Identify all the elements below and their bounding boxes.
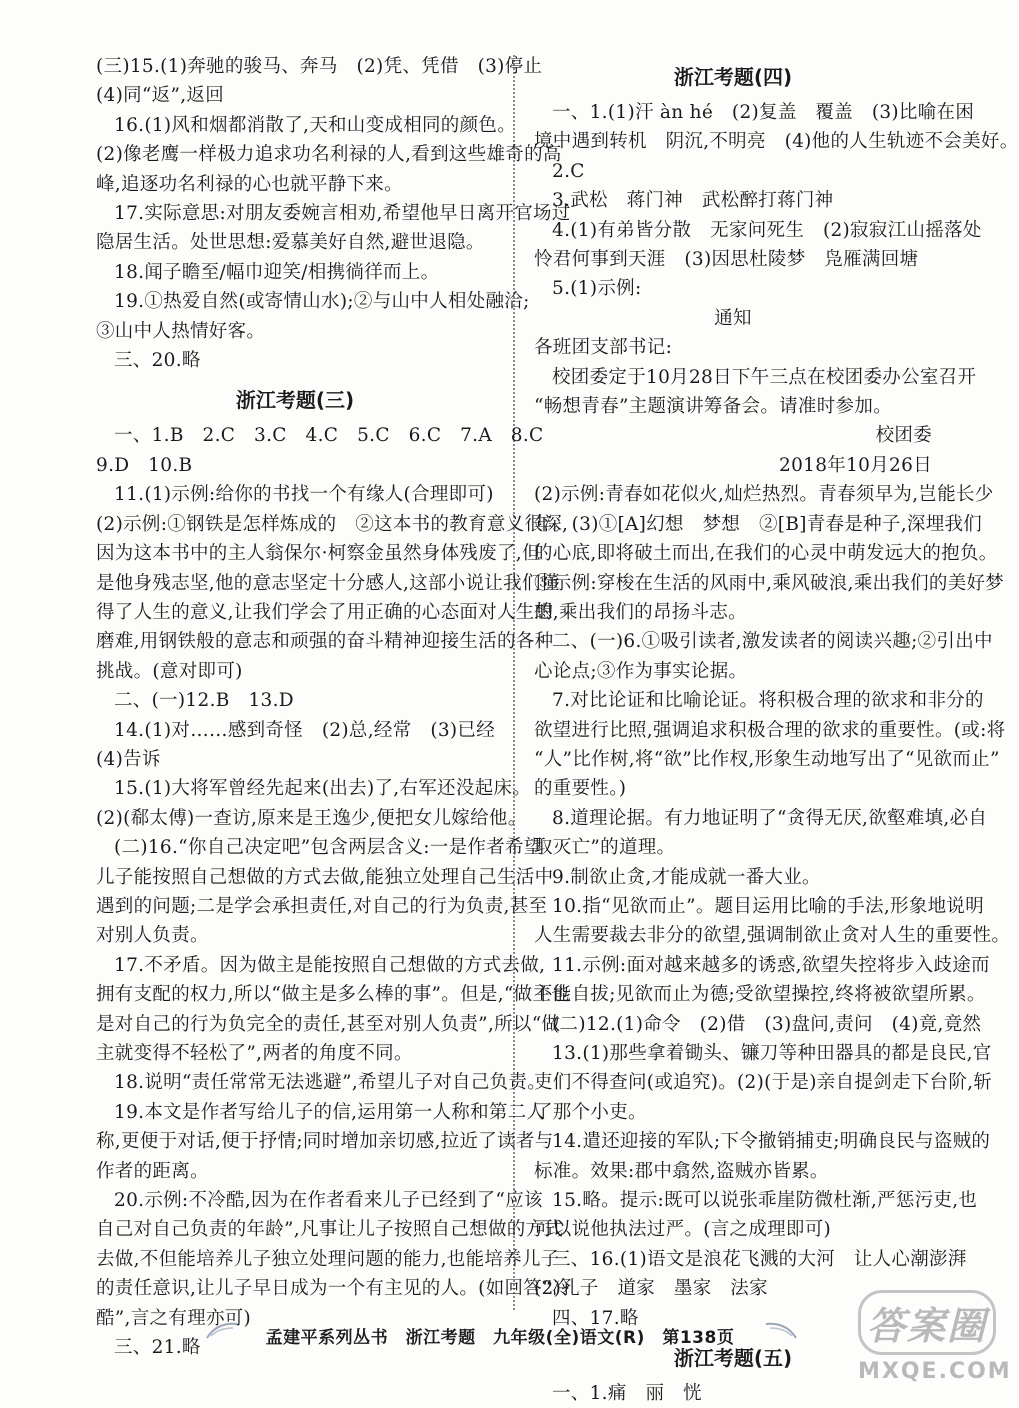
watermark-logo: 答案圈 xyxy=(858,1290,996,1355)
section-heading: 浙江考题(五) xyxy=(673,1346,793,1371)
answer-line: 隐居生活。处世思想:爱慕美好自然,避世退隐。 xyxy=(96,232,485,254)
answer-line: 自己对自己负责的年龄”,凡事让儿子按照自己想做的方式 xyxy=(96,1219,564,1241)
answer-line: 一、1.B 2.C 3.C 4.C 5.C 6.C 7.A 8.C xyxy=(114,425,544,447)
answer-line: 13.(1)那些拿着锄头、镰刀等种田器具的都是良民,官 xyxy=(552,1043,992,1064)
answer-line: 得了人生的意义,让我们学会了用正确的心态面对人生的 xyxy=(96,601,554,623)
answer-line: 标准。效果:郡中翕然,盗贼亦皆累。 xyxy=(534,1160,829,1182)
answer-line: 二、(一)12.B 13.D xyxy=(114,690,294,712)
answer-line: 取灭亡”的道理。 xyxy=(534,837,676,859)
answer-line: (三)15.(1)奔驰的骏马、奔马 (2)凭、凭借 (3)停止 xyxy=(96,56,543,77)
answer-line: 怜君何事到天涯 (3)因思杜陵梦 凫雁满回塘 xyxy=(534,249,919,271)
answer-line: 酷”,言之有理亦可) xyxy=(96,1307,252,1329)
watermark xyxy=(858,1290,1012,1386)
answer-line: 19.①热爱自然(或寄情山水);②与山中人相处融洽; xyxy=(114,291,530,313)
watermark-url: MXQE.COM xyxy=(858,1359,1012,1384)
answer-line: 三、21.略 xyxy=(114,1337,201,1359)
section-heading: 浙江考题(三) xyxy=(235,388,355,413)
answer-line: 一、1.(1)汗 àn hé (2)复盖 覆盖 (3)比喻在困 xyxy=(552,102,975,123)
answer-line: 15.略。提示:既可以说张乖崖防微杜渐,严惩污吏,也 xyxy=(552,1190,978,1212)
answer-line: 4.(1)有弟皆分散 无家问死生 (2)寂寂江山摇落处 xyxy=(552,219,982,241)
answer-line: 挑战。(意对即可) xyxy=(96,660,243,682)
answer-line: 17.实际意思:对朋友委婉言相劝,希望他早日离开官场过 xyxy=(114,203,571,225)
answer-line: 的责任意识,让儿子早日成为一个有主见的人。(如回答“冷 xyxy=(96,1278,571,1300)
answer-line: 主就变得不轻松了”,两者的角度不同。 xyxy=(96,1043,413,1064)
answer-line: 境中遇到转机 阴沉,不明亮 (4)他的人生轨迹不会美好。 xyxy=(534,131,1019,153)
footer-ornament-right xyxy=(760,1318,800,1342)
answer-line: 14.遣还迎接的军队;下令撤销捕吏;明确良民与盗贼的 xyxy=(552,1131,991,1153)
answer-line: 作者的距离。 xyxy=(96,1160,209,1182)
answer-line: 儿子能按照自己想做的方式去做,能独立处理自己生活中 xyxy=(96,866,554,888)
answer-line: 称,更便于对话,便于抒情;同时增加亲切感,拉近了读者与 xyxy=(96,1131,554,1153)
answer-line: 是他身残志坚,他的意志坚定十分感人,这部小说让我们懂 xyxy=(96,572,560,594)
answer-line: 18.闻子瞻至/幅巾迎笑/相携徜徉而上。 xyxy=(114,261,440,283)
answer-line: 校团委 xyxy=(875,425,932,447)
answer-line: 三、20.略 xyxy=(114,350,201,372)
answer-line: 吏们不得查问(或追究)。(2)(于是)亲自提剑走下台阶,斩 xyxy=(534,1072,993,1094)
answer-line: 10.指“见欲而止”。题目运用比喻的手法,形象地说明 xyxy=(552,895,985,917)
answer-line: 的重要性。) xyxy=(534,778,627,800)
answer-line: 拥有支配的权力,所以“做主是多么棒的事”。但是,“做主也 xyxy=(96,984,571,1006)
answer-line: 16.(1)风和烟都消散了,天和山变成相同的颜色。 xyxy=(114,114,517,136)
answer-line: 想,乘出我们的昂扬斗志。 xyxy=(534,601,747,623)
answer-line: 9.制欲止贪,才能成就一番大业。 xyxy=(552,866,821,888)
answer-line: 2018年10月26日 xyxy=(779,454,932,476)
answer-line: ③山中人热情好客。 xyxy=(96,320,266,342)
answer-line: 人生需要裁去非分的欲望,强调制欲止贪对人生的重要性。 xyxy=(534,925,1011,947)
answer-line: 17.不矛盾。因为做主是能按照自己想做的方式去做, xyxy=(114,954,546,976)
answer-line: ③示例:穿梭在生活的风雨中,乘风破浪,乘出我们的美好梦 xyxy=(534,572,1005,594)
answer-line: 四、17.略 xyxy=(552,1307,639,1329)
answer-line: 5.(1)示例: xyxy=(552,278,642,300)
answer-line: 11.示例:面对越来越多的诱惑,欲望失控将步入歧途而 xyxy=(552,954,990,976)
answer-line: 二、(一)6.①吸引读者,激发读者的阅读兴趣;②引出中 xyxy=(552,631,993,653)
answer-line: “畅想青春”主题演讲筹备会。请准时参加。 xyxy=(534,396,892,418)
answer-line: (2)示例:①钢铁是怎样炼成的 ②这本书的教育意义很深, xyxy=(96,513,569,535)
answer-line: 18.说明“责任常常无法逃避”,希望儿子对自己负责。 xyxy=(114,1072,547,1094)
answer-line: 9.D 10.B xyxy=(96,454,193,476)
answer-line: 心论点;③作为事实论据。 xyxy=(534,660,748,682)
answer-line: 不能自拔;见欲而止为德;受欲望操控,终将被欲望所累。 xyxy=(534,984,986,1006)
answer-line: 19.本文是作者写给儿子的信,运用第一人称和第二人 xyxy=(114,1101,546,1123)
answer-line: 3.武松 蒋门神 武松醉打蒋门神 xyxy=(552,190,834,212)
answer-line: (2)像老鹰一样极力追求功名利禄的人,看到这些雄奇的高 xyxy=(96,144,562,166)
answer-line: 年。(3)①[A]幻想 梦想 ②[B]青春是种子,深埋我们 xyxy=(534,513,983,535)
answer-line: 20.示例:不冷酷,因为在作者看来儿子已经到了“应该 xyxy=(114,1190,543,1212)
section-heading: 浙江考题(四) xyxy=(673,65,793,89)
answer-line: 校团委定于10月28日下午三点在校团委办公室召开 xyxy=(552,366,977,388)
answer-line: (二)16.“你自己决定吧”包含两层含义:一是作者希望 xyxy=(114,837,543,859)
answer-line: 的心底,即将破土而出,在我们的心灵中萌发远大的抱负。 xyxy=(534,543,998,565)
answer-line: 可以说他执法过严。(言之成理即可) xyxy=(534,1219,832,1241)
answer-line: (4)告诉 xyxy=(96,748,161,770)
answer-line: 三、16.(1)语文是浪花飞溅的大河 让人心潮澎湃 xyxy=(552,1248,967,1270)
answer-line: 15.(1)大将军曾经先起来(出去)了,右军还没起床。 xyxy=(114,778,532,800)
answer-line: 磨难,用钢铁般的意志和顽强的奋斗精神迎接生活的各种 xyxy=(96,631,554,653)
answer-line: 峰,追逐功名利禄的心也就平静下来。 xyxy=(96,173,403,195)
answer-line: “人”比作树,将“欲”比作杈,形象生动地写出了“见欲而止” xyxy=(534,748,1000,770)
answer-line: 各班团支部书记: xyxy=(534,337,673,359)
answer-line: 2.C xyxy=(552,160,585,182)
answer-line: 8.道理论据。有力地证明了“贪得无厌,欲壑难填,必自 xyxy=(552,807,988,829)
answer-line: 一、1.痛 丽 恍 xyxy=(552,1383,702,1405)
page-footer: 孟建平系列丛书 浙江考题 九年级(全)语文(R) 第138页 xyxy=(265,1328,735,1348)
answer-line: (2)孔子 道家 墨家 法家 xyxy=(534,1278,768,1300)
answer-line: (二)12.(1)命令 (2)借 (3)盘问,责问 (4)竟,竟然 xyxy=(552,1013,982,1035)
answer-line: 是对自己的行为负完全的责任,甚至对别人负责”,所以“做 xyxy=(96,1013,561,1035)
answer-line: 欲望进行比照,强调追求积极合理的欲求的重要性。(或:将 xyxy=(534,719,1006,741)
answer-line: (4)同“返”,返回 xyxy=(96,85,225,107)
answer-line: 通知 xyxy=(714,307,752,329)
answer-line: 遇到的问题;二是学会承担责任,对自己的行为负责,甚至 xyxy=(96,895,548,917)
answer-line: 了那个小吏。 xyxy=(534,1101,647,1123)
answer-line: (2)示例:青春如花似火,灿烂热烈。青春须早为,岂能长少 xyxy=(534,484,994,506)
answer-line: 因为这本书中的主人翁保尔·柯察金虽然身体残废了,但 xyxy=(96,543,541,565)
answer-line: 14.(1)对……感到奇怪 (2)总,经常 (3)已经 xyxy=(114,719,496,741)
answer-line: (2)(郗太傅)一查访,原来是王逸少,便把女儿嫁给他。 xyxy=(96,807,527,829)
answer-line: 11.(1)示例:给你的书找一个有缘人(合理即可) xyxy=(114,484,494,506)
answer-line: 对别人负责。 xyxy=(96,925,209,947)
answer-line: 去做,不但能培养儿子独立处理问题的能力,也能培养儿子 xyxy=(96,1248,560,1270)
answer-line: 7.对比论证和比喻论证。将积极合理的欲求和非分的 xyxy=(552,690,984,712)
